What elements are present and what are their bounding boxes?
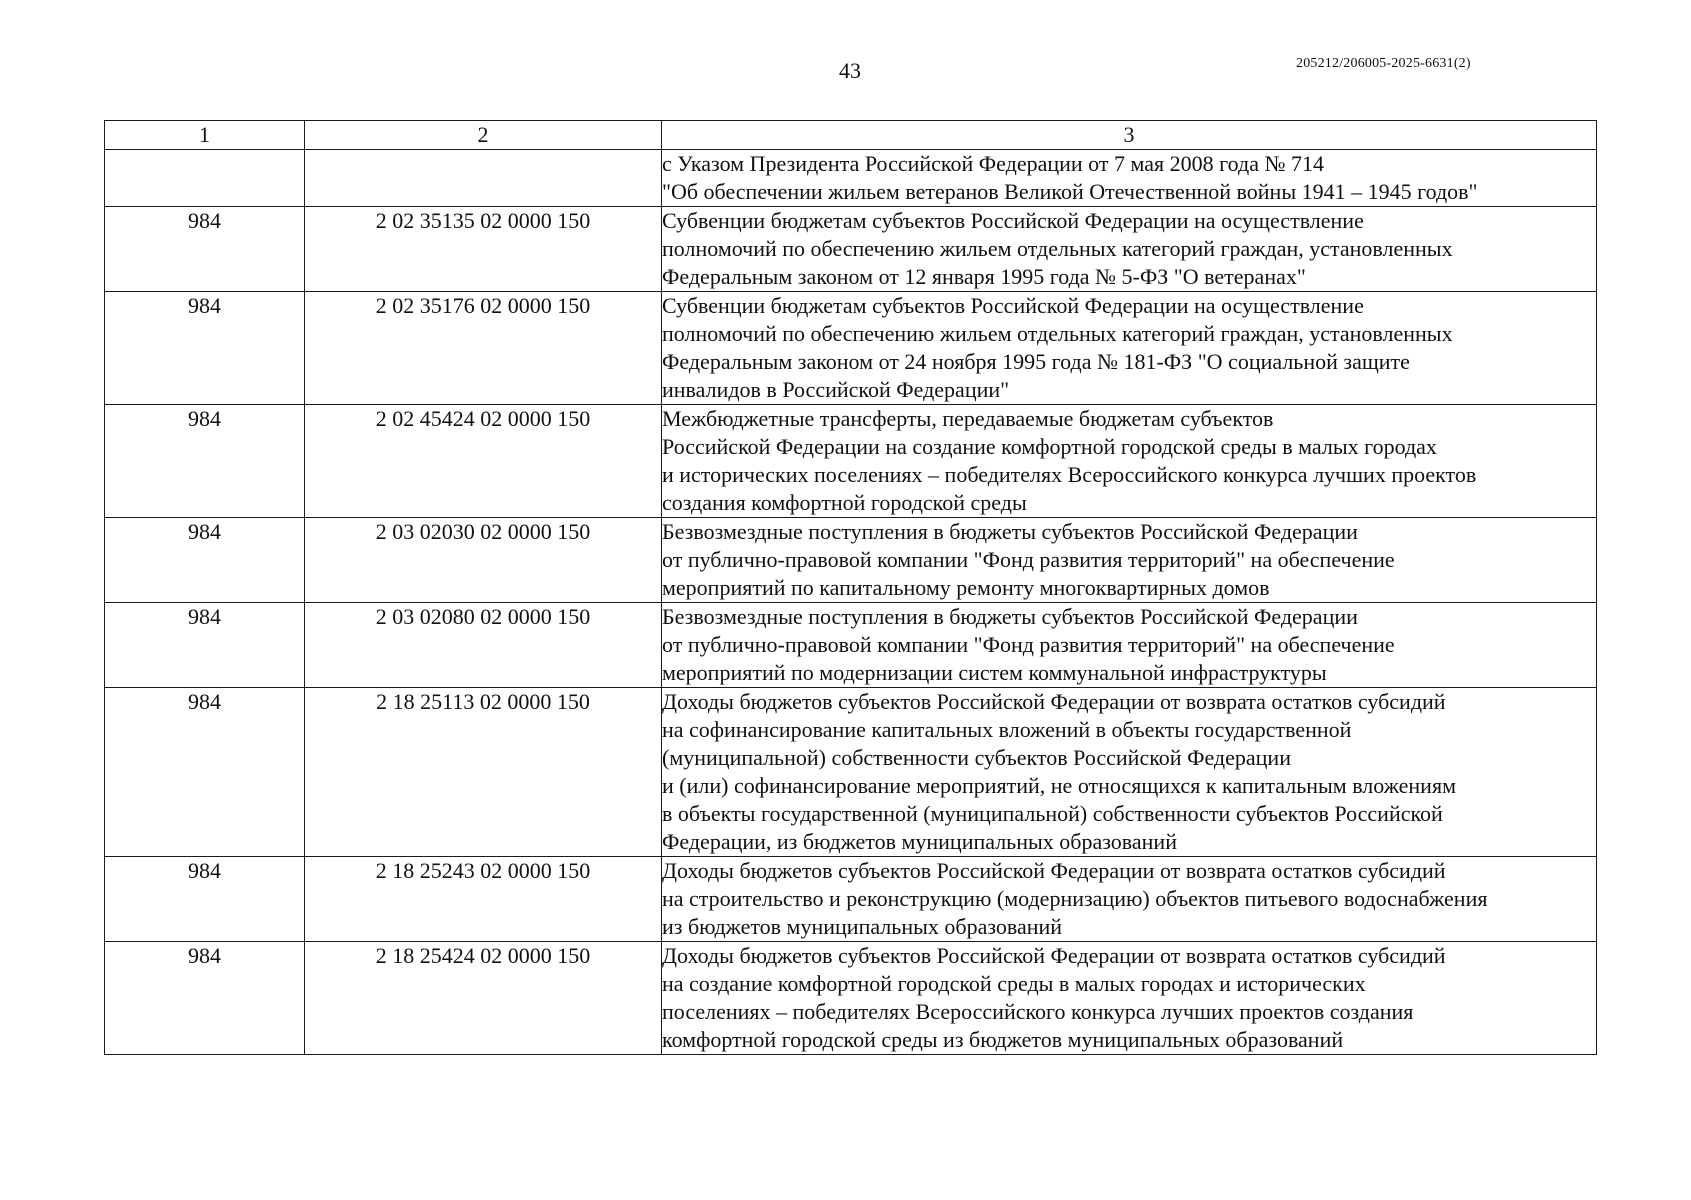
table-row [105,207,1597,292]
description-cell [662,207,1597,292]
budget-code-cell: 2 02 45424 02 0000 150 [305,405,662,518]
description-line: Федеральным законом от 24 ноября 1995 года № 181-ФЗ "О социальной защите [662,349,1410,374]
description-cell [662,518,1597,603]
description-line: (муниципальной) собственности субъектов Российской Федерации [662,745,1291,770]
budget-code-cell: 2 03 02030 02 0000 150 [305,518,662,603]
description-line: Субвенции бюджетам субъектов Российской Федерации на осуществление [662,208,1364,233]
table-header-row [105,121,1597,150]
description-line: Межбюджетные трансферты, передаваемые бюджетам субъектов [662,406,1274,431]
admin-code-cell: 984 [105,207,305,292]
description-line: из бюджетов муниципальных образований [662,914,1063,939]
description-line: на софинансирование капитальных вложений в объекты государственной [662,717,1352,742]
budget-code-cell: 2 18 25424 02 0000 150 [305,942,662,1055]
table-row [105,405,1597,518]
description-line: мероприятий по модернизации систем коммунальной инфраструктуры [662,660,1327,685]
description-line: на создание комфортной городской среды в малых городах и исторических [662,971,1366,996]
description-line: мероприятий по капитальному ремонту многоквартирных домов [662,575,1270,600]
description-line: от публично-правовой компании "Фонд развития территорий" на обеспечение [662,547,1395,572]
admin-code-cell: 984 [105,603,305,688]
table-row [105,518,1597,603]
admin-code-cell: 984 [105,688,305,857]
description-line: комфортной городской среды из бюджетов муниципальных образований [662,1027,1344,1052]
description-cell [662,603,1597,688]
description-line: полномочий по обеспечению жильем отдельных категорий граждан, установленных [662,236,1453,261]
description-cell [662,942,1597,1055]
table-row [105,942,1597,1055]
page-number: 43 [839,58,861,83]
admin-code-cell: 984 [105,942,305,1055]
column-header-2: 2 [305,121,662,150]
table-row [105,603,1597,688]
budget-code-cell: 2 02 35176 02 0000 150 [305,292,662,405]
admin-code-cell: 984 [105,857,305,942]
description-line: Доходы бюджетов субъектов Российской Федерации от возврата остатков субсидий [662,858,1446,883]
description-line: Федеральным законом от 12 января 1995 года № 5-ФЗ "О ветеранах" [662,264,1306,289]
description-cell [662,292,1597,405]
admin-code-cell: 984 [105,518,305,603]
budget-code-cell [305,150,662,207]
document-code: 205212/206005-2025-6631(2) [1296,56,1471,71]
description-cell [662,405,1597,518]
column-header-1: 1 [105,121,305,150]
description-cell [662,857,1597,942]
description-line: Субвенции бюджетам субъектов Российской Федерации на осуществление [662,293,1364,318]
description-line: и (или) софинансирование мероприятий, не относящихся к капитальным вложениям [662,773,1456,798]
description-line: Безвозмездные поступления в бюджеты субъектов Российской Федерации [662,604,1358,629]
description-line: и исторических поселениях – победителях Всероссийского конкурса лучших проектов [662,462,1477,487]
column-header-3: 3 [662,121,1597,150]
description-line: Доходы бюджетов субъектов Российской Федерации от возврата остатков субсидий [662,943,1446,968]
description-line: с Указом Президента Российской Федерации от 7 мая 2008 года № 714 [662,151,1324,176]
description-line: поселениях – победителях Всероссийского конкурса лучших проектов создания [662,999,1414,1024]
admin-code-cell: 984 [105,405,305,518]
table-row [105,292,1597,405]
description-cell [662,150,1597,207]
description-line: "Об обеспечении жильем ветеранов Великой Отечественной войны 1941 – 1945 годов" [662,179,1478,204]
description-line: полномочий по обеспечению жильем отдельных категорий граждан, установленных [662,321,1453,346]
description-line: в объекты государственной (муниципальной) собственности субъектов Российской [662,801,1443,826]
admin-code-cell [105,150,305,207]
description-line: Федерации, из бюджетов муниципальных образований [662,829,1177,854]
budget-code-cell: 2 02 35135 02 0000 150 [305,207,662,292]
description-line: Доходы бюджетов субъектов Российской Федерации от возврата остатков субсидий [662,689,1446,714]
budget-classification-table [104,120,1597,1055]
budget-code-cell: 2 03 02080 02 0000 150 [305,603,662,688]
description-line: создания комфортной городской среды [662,490,1027,515]
table-row [105,150,1597,207]
description-line: от публично-правовой компании "Фонд развития территорий" на обеспечение [662,632,1395,657]
table-body [105,150,1597,1055]
description-line: инвалидов в Российской Федерации" [662,377,1010,402]
admin-code-cell: 984 [105,292,305,405]
description-line: Безвозмездные поступления в бюджеты субъектов Российской Федерации [662,519,1358,544]
table-row [105,857,1597,942]
budget-code-cell: 2 18 25243 02 0000 150 [305,857,662,942]
description-line: Российской Федерации на создание комфортной городской среды в малых городах [662,434,1437,459]
table-row [105,688,1597,857]
budget-code-cell: 2 18 25113 02 0000 150 [305,688,662,857]
description-cell [662,688,1597,857]
description-line: на строительство и реконструкцию (модернизацию) объектов питьевого водоснабжения [662,886,1488,911]
